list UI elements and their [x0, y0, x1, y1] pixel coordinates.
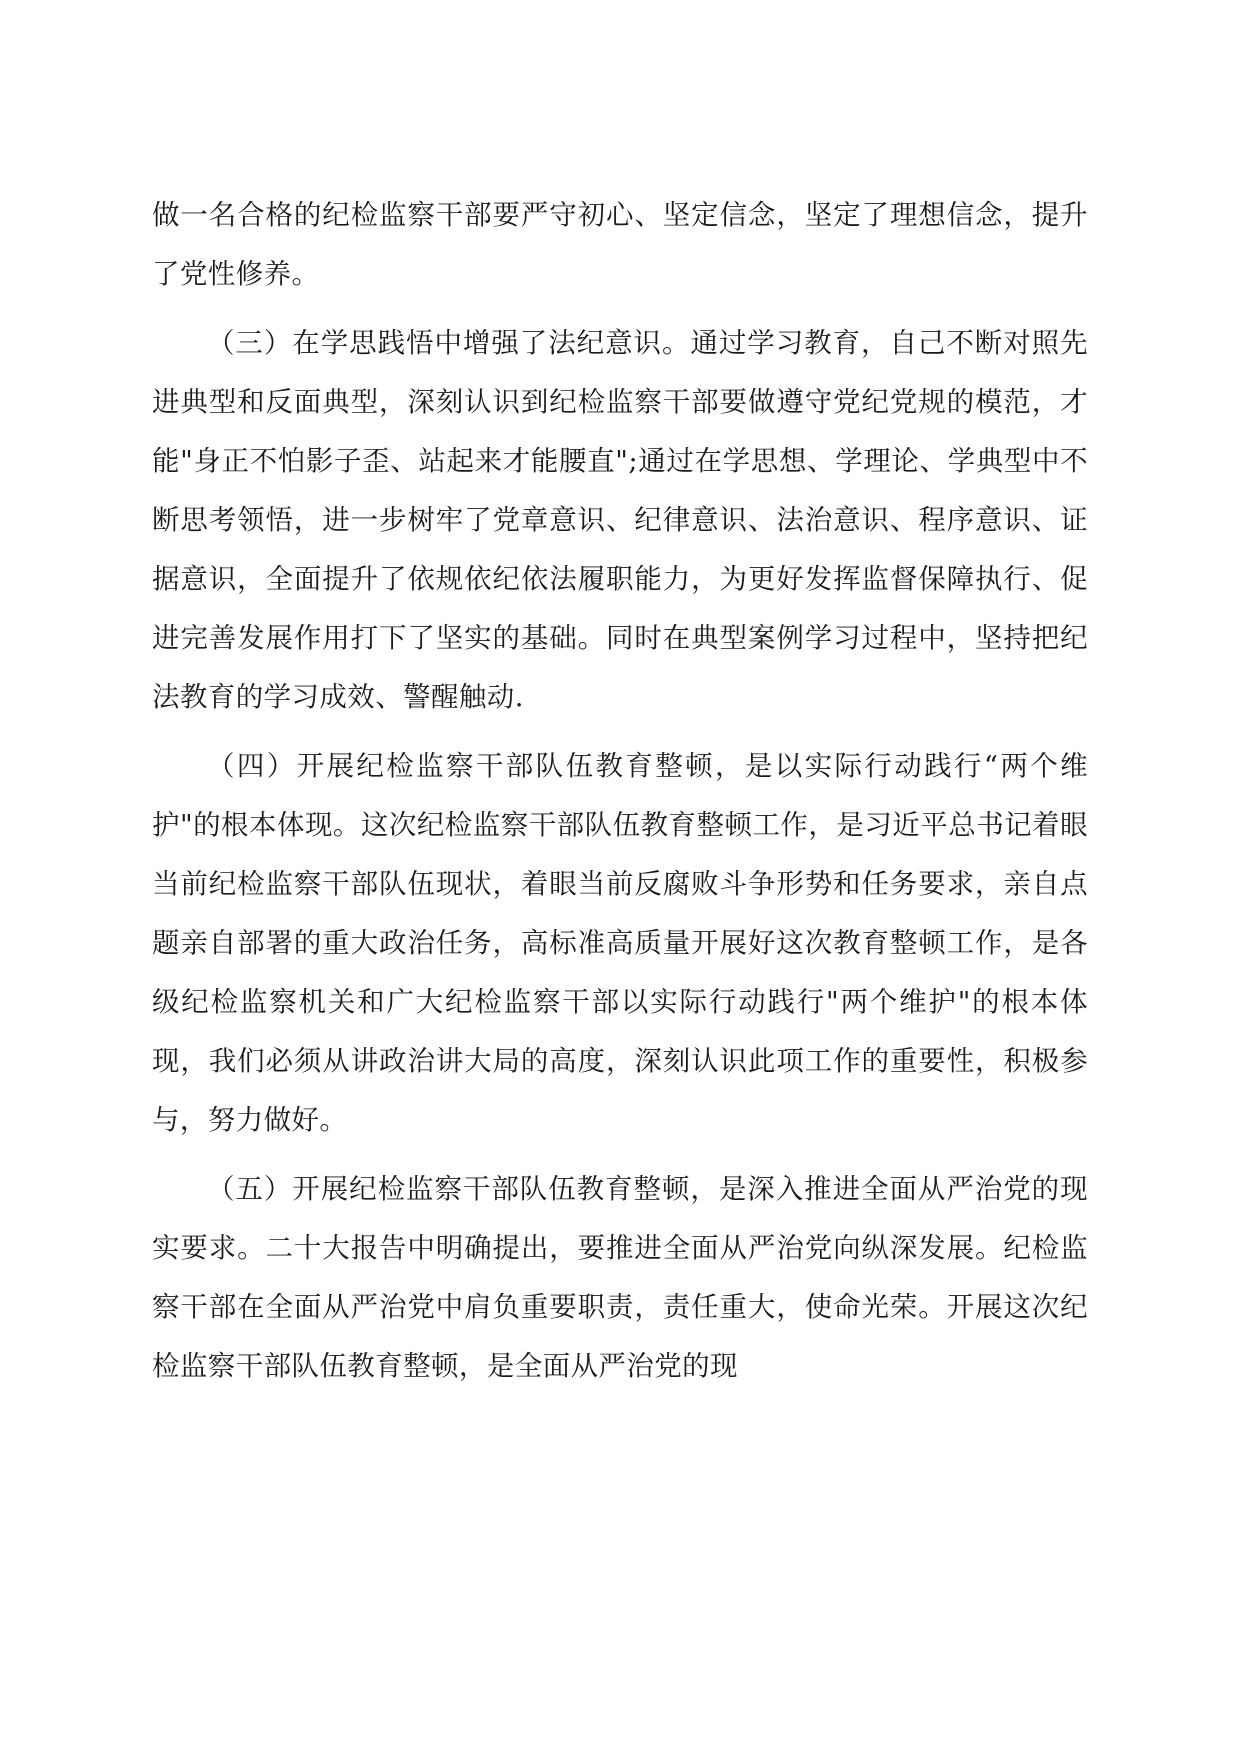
paragraph-section-5: （五）开展纪检监察干部队伍教育整顿，是深入推进全面从严治党的现实要求。二十大报告中明确提出，要推进全面从严治党向纵深发展。纪检监察干部在全面从严治党中肩负重要职责，责任重大，使命光荣。开展这次纪检监察干部队伍教育整顿，是全面从严治党的现: [152, 1173, 1088, 1382]
document-body: [152, 186, 1088, 1396]
paragraph-continuation: 做一名合格的纪检监察干部要严守初心、坚定信念，坚定了理想信念，提升了党性修养。: [152, 199, 1088, 290]
paragraph-section-4: （四）开展纪检监察干部队伍教育整顿，是以实际行动践行“两个维护"的根本体现。这次纪检监察干部队伍教育整顿工作，是习近平总书记着眼当前纪检监察干部队伍现状，着眼当前反腐败斗争形势和任务要求，亲自点题亲自部署的重大政治任务，高标准高质量开展好这次教育整顿工作，是各级纪检监察机关和广大纪检监察干部以实际行动践行"两个维护"的根本体现，我们必须从讲政治讲大局的高度，深刻认识此项工作的重要性，积极参与，努力做好。: [152, 750, 1088, 1136]
paragraph-section-3: （三）在学思践悟中增强了法纪意识。通过学习教育，自己不断对照先进典型和反面典型，深刻认识到纪检监察干部要做遵守党纪党规的模范，才能"身正不怕影子歪、站起来才能腰直";通过在学思想、学理论、学典型中不断思考领悟，进一步树牢了党章意识、纪律意识、法治意识、程序意识、证据意识，全面提升了依规依纪依法履职能力，为更好发挥监督保障执行、促进完善发展作用打下了坚实的基础。同时在典型案例学习过程中，坚持把纪法教育的学习成效、警醒触动.: [152, 327, 1088, 713]
